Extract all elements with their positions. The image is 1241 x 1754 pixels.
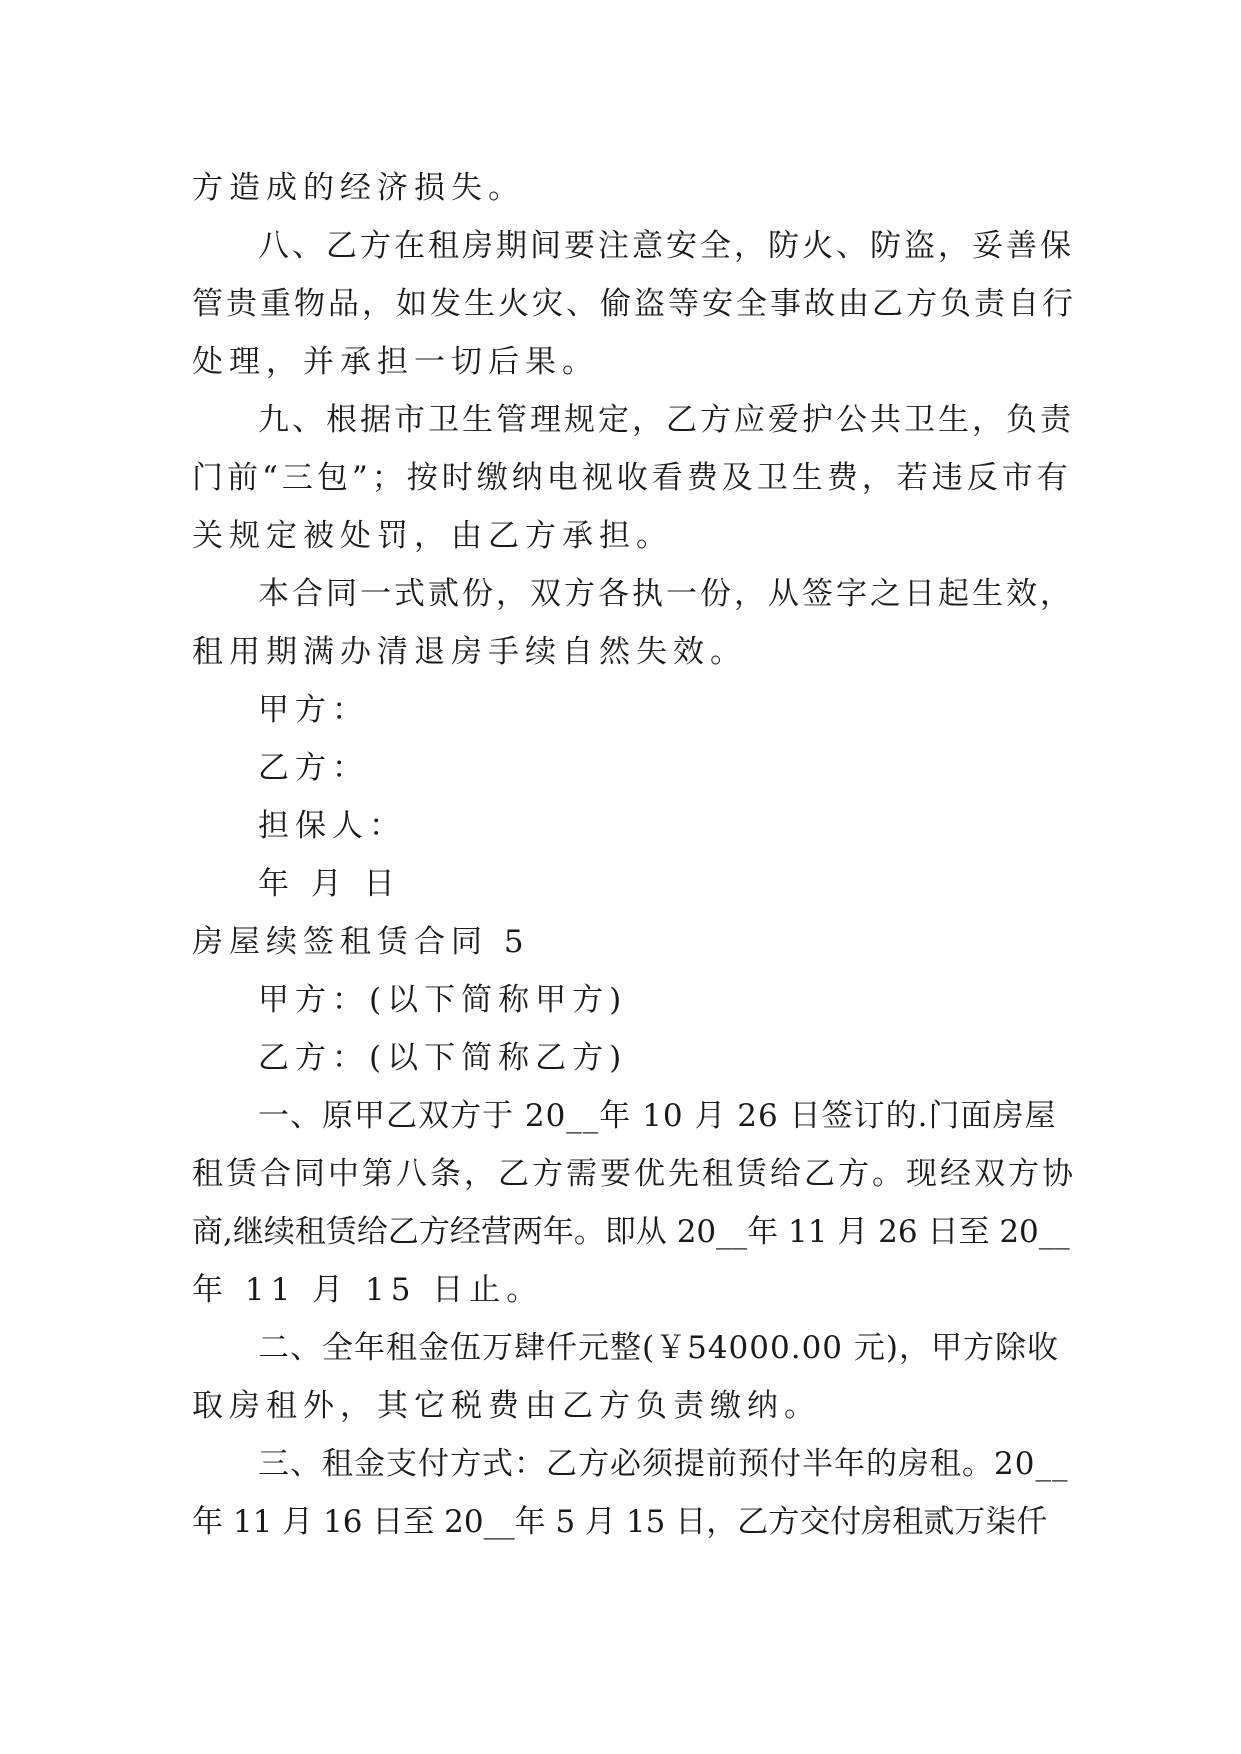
contract-validity-line-2: 租用期满办清退房手续自然失效。 [192, 634, 747, 670]
clause-2-line-2: 取房租外，其它税费由乙方负责缴纳。 [192, 1388, 821, 1424]
clause-9-line-2: 门前“三包”；按时缴纳电视收看费及卫生费，若违反市有 [192, 460, 1072, 496]
clause-3-line-2: 年 11 月 16 日至 20__年 5 月 15 日，乙方交付房租贰万柒仟 [192, 1504, 1048, 1540]
clause-3-line-1: 三、租金支付方式：乙方必须提前预付半年的房租。20__ [258, 1446, 1069, 1482]
clause-9-line-3: 关规定被处罚，由乙方承担。 [192, 518, 673, 554]
clause-1-line-3: 商,继续租赁给乙方经营两年。即从 20__年 11 月 26 日至 20__ [192, 1214, 1070, 1250]
clause-8-line-1: 八、乙方在租房期间要注意安全，防火、防盗，妥善保 [258, 228, 1074, 264]
contract-validity-line-1: 本合同一式贰份，双方各执一份，从签字之日起生效， [258, 576, 1074, 612]
clause-8-line-2: 管贵重物品，如发生火灾、偷盗等安全事故由乙方负责自行 [192, 286, 1076, 322]
party-a-signature-label: 甲方： [258, 692, 369, 728]
clause-9-line-1: 九、根据市卫生管理规定，乙方应爱护公共卫生，负责 [258, 402, 1074, 438]
clause-2-line-1: 二、全年租金伍万肆仟元整(￥54000.00 元)，甲方除收 [258, 1330, 1059, 1366]
party-a-definition: 甲方：(以下简称甲方) [258, 982, 628, 1018]
signature-date: 年 月 日 [258, 866, 401, 902]
section-title: 房屋续签租赁合同 5 [192, 924, 530, 960]
clause-1-line-4: 年 11 月 15 日止。 [192, 1272, 544, 1308]
clause-1-line-1: 一、原甲乙双方于 20__年 10 月 26 日签订的.门面房屋 [258, 1098, 1057, 1134]
clause-8-line-3: 处理，并承担一切后果。 [192, 344, 599, 380]
party-b-definition: 乙方：(以下简称乙方) [258, 1040, 628, 1076]
clause-1-line-2: 租赁合同中第八条，乙方需要优先租赁给乙方。现经双方协 [192, 1156, 1076, 1192]
party-b-signature-label: 乙方： [258, 750, 369, 786]
body-text-line: 方造成的经济损失。 [192, 170, 525, 206]
guarantor-signature-label: 担保人： [258, 808, 406, 844]
